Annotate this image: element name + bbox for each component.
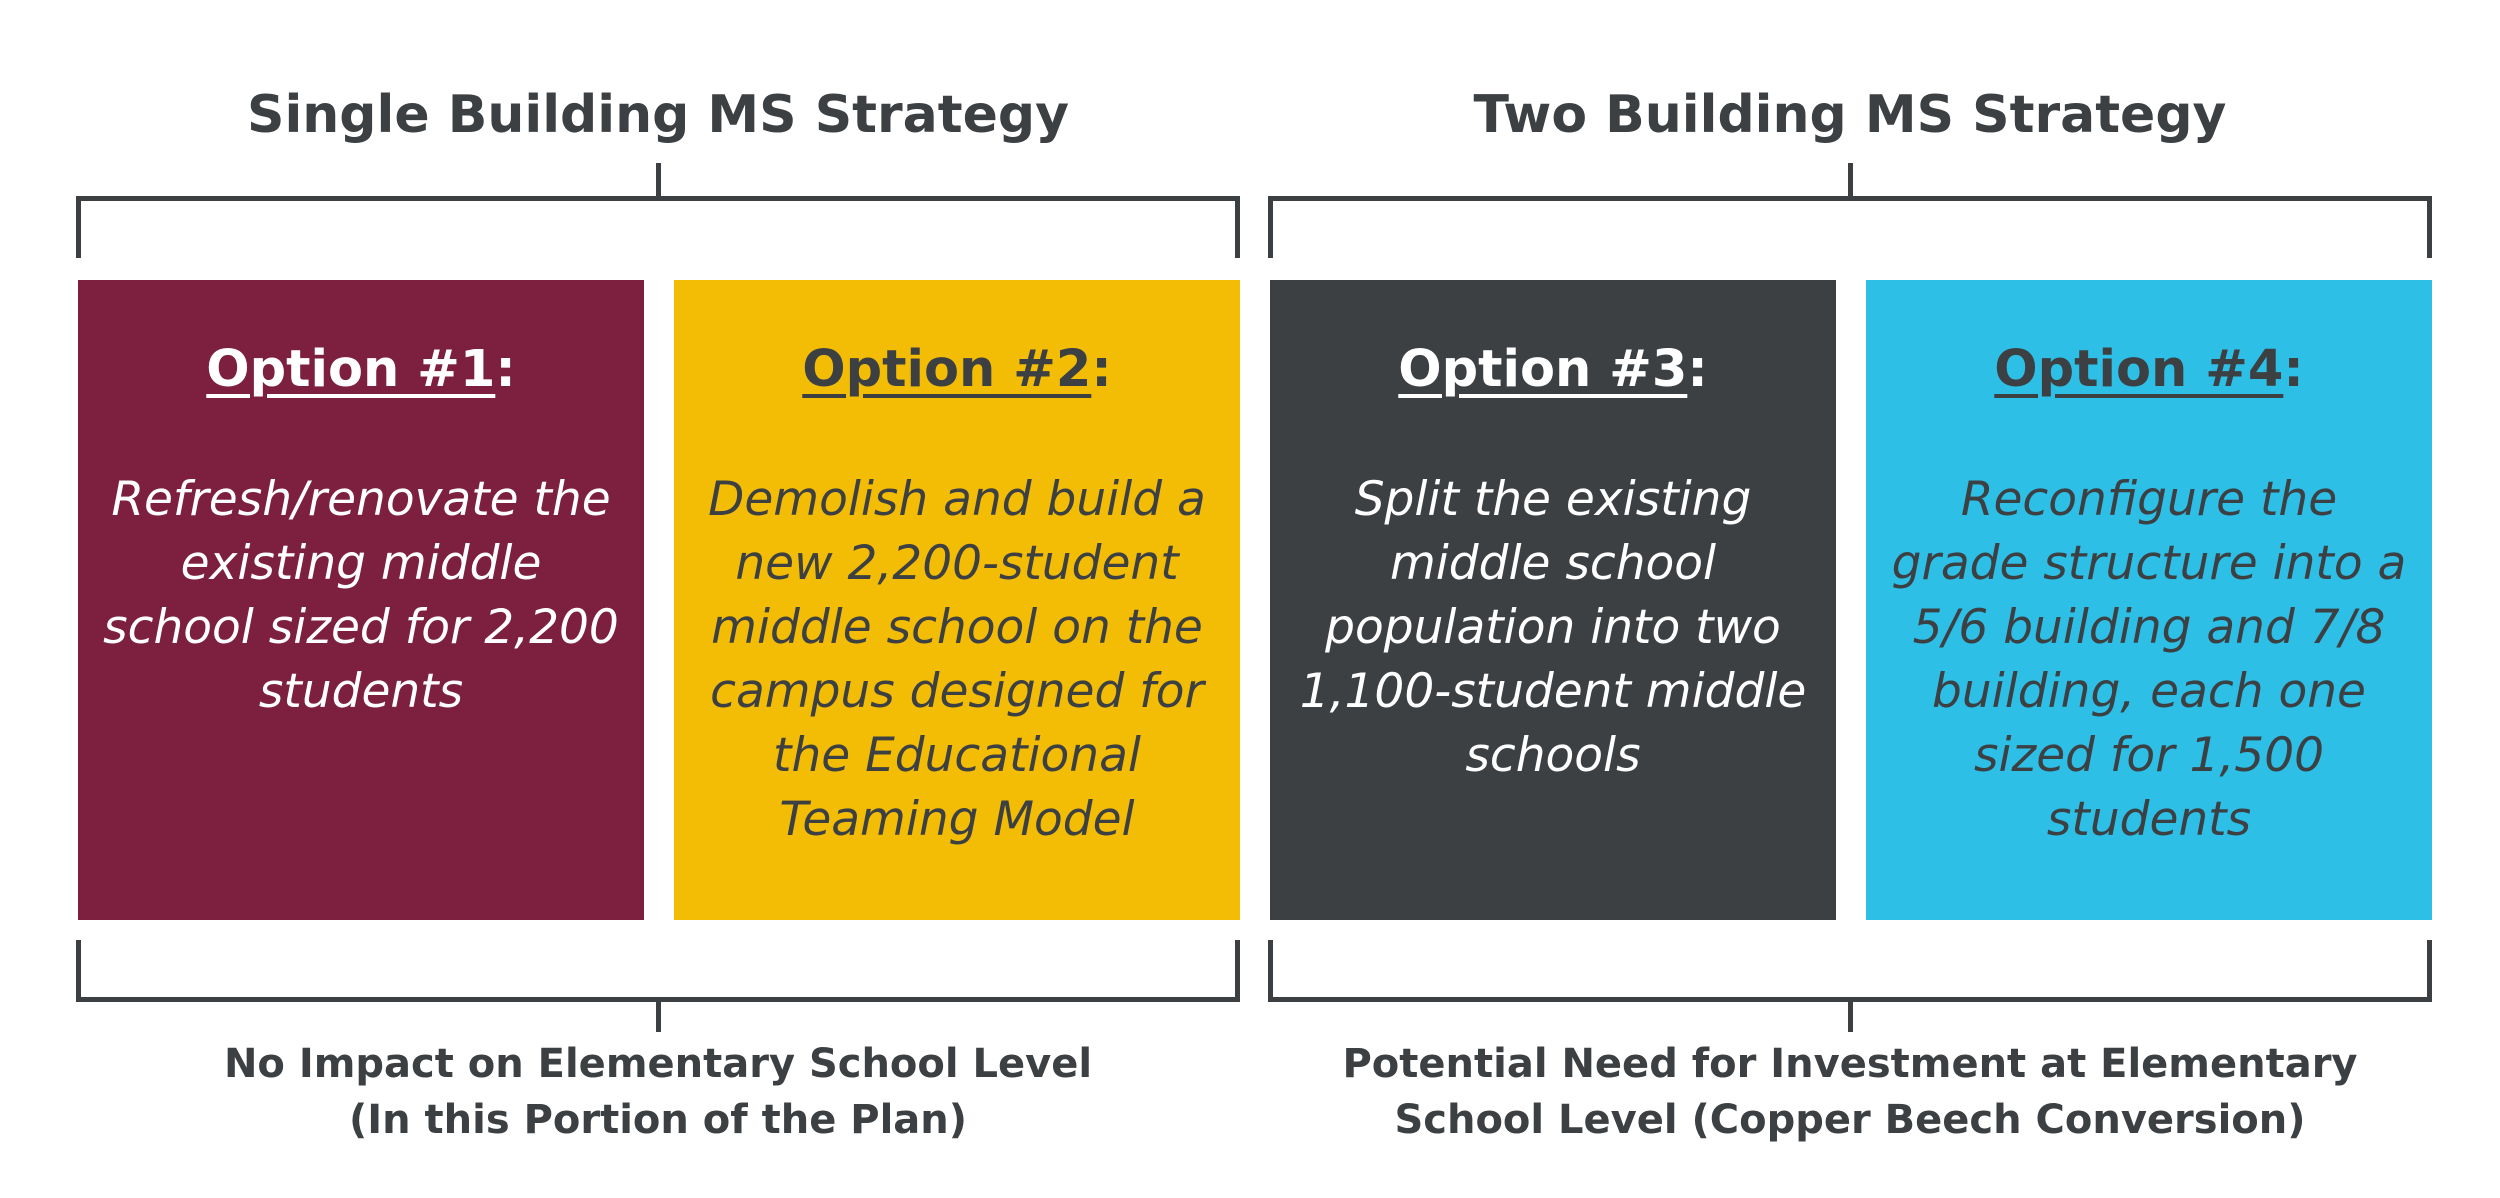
option-4-description: Reconfigure the grade structure into a 5/6 building and 7/8 building, each one sized for 1,500 students bbox=[1891, 472, 2407, 847]
bottom-bracket-1-tick bbox=[656, 1000, 661, 1032]
option-1-title bbox=[78, 340, 644, 400]
option-1-label: Option #1 bbox=[206, 340, 496, 399]
option-2-colon: : bbox=[1091, 340, 1112, 399]
option-3-description: Split the existing middle school population into two 1,100-student middle schools bbox=[1299, 472, 1807, 783]
option-3-colon: : bbox=[1687, 340, 1708, 399]
option-1-description: Refresh/renovate the existing middle school sized for 2,200 students bbox=[103, 472, 619, 719]
option-2-label: Option #2 bbox=[802, 340, 1092, 399]
single-building-footer bbox=[78, 1036, 1238, 1148]
two-building-footer bbox=[1270, 1036, 2430, 1148]
bottom-bracket-1 bbox=[76, 940, 1240, 1002]
single-building-strategy-title: Single Building MS Strategy bbox=[247, 85, 1069, 145]
option-1-card bbox=[78, 280, 644, 920]
option-2-description: Demolish and build a new 2,200-student middle school on the campus designed for the Educational Teaming Model bbox=[708, 472, 1206, 847]
bottom-bracket-2 bbox=[1268, 940, 2432, 1002]
top-bracket-1 bbox=[76, 196, 1240, 258]
option-2-title bbox=[674, 340, 1240, 400]
option-4-card bbox=[1866, 280, 2432, 920]
option-2-card bbox=[674, 280, 1240, 920]
two-building-strategy-title: Two Building MS Strategy bbox=[1473, 85, 2227, 145]
two-building-footer-line2: School Level (Copper Beech Conversion) bbox=[1394, 1097, 2306, 1143]
top-bracket-2-tick bbox=[1848, 163, 1853, 198]
option-4-title bbox=[1866, 340, 2432, 400]
two-building-footer-line1: Potential Need for Investment at Elementary bbox=[1342, 1041, 2358, 1087]
option-4-colon: : bbox=[2283, 340, 2304, 399]
option-1-colon: : bbox=[495, 340, 516, 399]
option-3-title bbox=[1270, 340, 1836, 400]
single-building-footer-line2: (In this Portion of the Plan) bbox=[348, 1097, 968, 1143]
option-3-card bbox=[1270, 280, 1836, 920]
top-bracket-1-tick bbox=[656, 163, 661, 198]
option-4-label: Option #4 bbox=[1994, 340, 2284, 399]
bottom-bracket-2-tick bbox=[1848, 1000, 1853, 1032]
top-bracket-2 bbox=[1268, 196, 2432, 258]
single-building-footer-line1: No Impact on Elementary School Level bbox=[223, 1041, 1093, 1087]
option-3-label: Option #3 bbox=[1398, 340, 1688, 399]
